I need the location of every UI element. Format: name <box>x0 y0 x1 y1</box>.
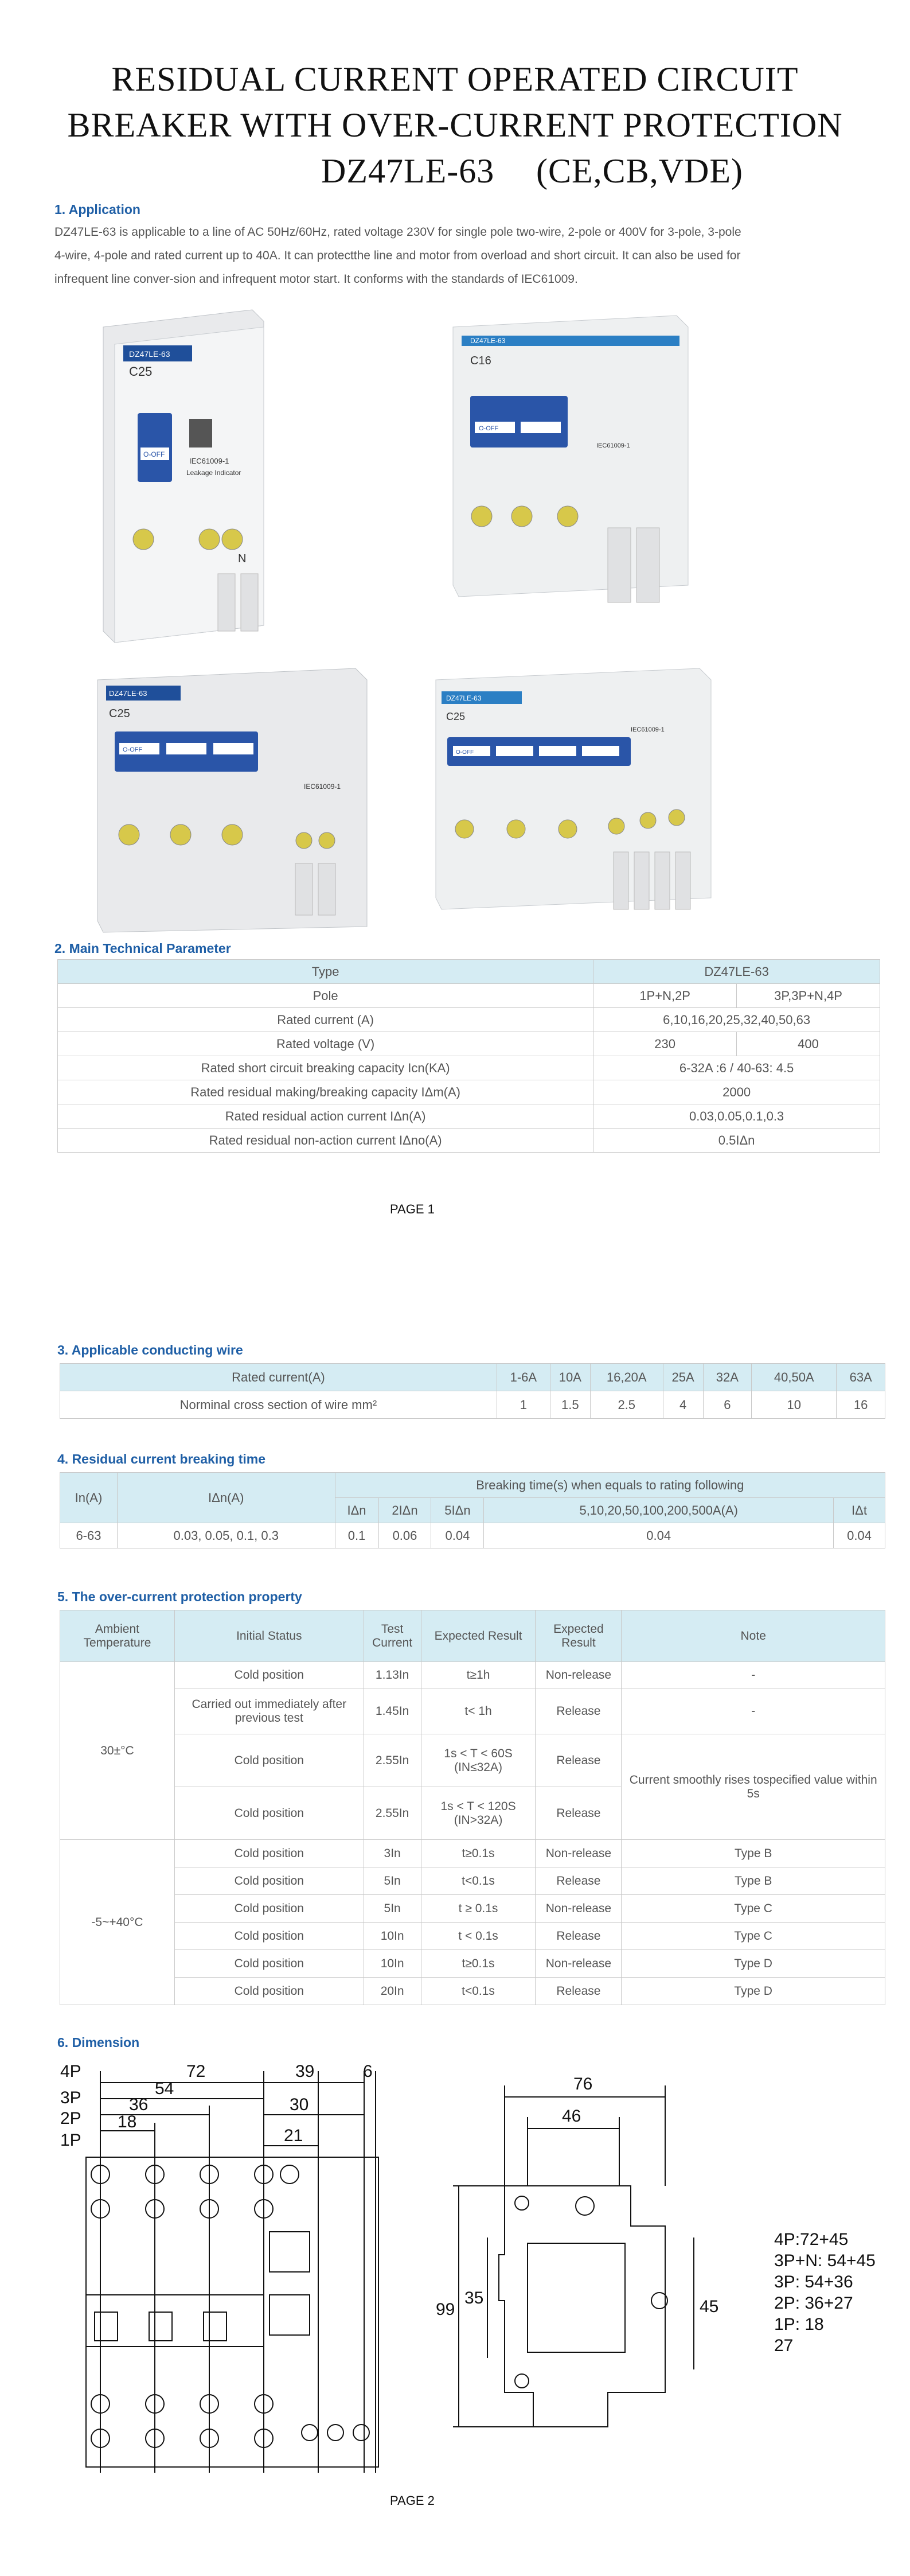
table-row <box>58 1129 880 1153</box>
cell: 0.03, 0.05, 0.1, 0.3 <box>117 1523 335 1548</box>
application-paragraph <box>54 220 880 291</box>
cell: Release <box>536 1688 622 1734</box>
dim-label-30: 30 <box>290 2095 309 2114</box>
cell: -5~+40°C <box>60 1840 175 2005</box>
cell: Expected Result <box>421 1610 536 1662</box>
dim-label-54: 54 <box>155 2079 174 2098</box>
cell: t<0.1s <box>421 1867 536 1895</box>
cell: 2.55In <box>364 1787 421 1840</box>
cell: t < 0.1s <box>421 1923 536 1950</box>
cell: Release <box>536 1867 622 1895</box>
cell: 0.5IΔn <box>593 1129 880 1153</box>
cell: IΔt <box>834 1498 885 1523</box>
cell: 2.5 <box>590 1391 663 1419</box>
photo3-brand: DZ47LE-63 <box>109 689 147 698</box>
cell: Test Current <box>364 1610 421 1662</box>
section-wire-heading: 3. Applicable conducting wire <box>57 1343 243 1357</box>
cell: Non-release <box>536 1895 622 1923</box>
table-row <box>60 1734 885 1787</box>
dim-label-3p: 3P <box>60 2088 81 2107</box>
cell: Cold position <box>174 1978 364 2005</box>
cell: 1s < T < 120S (IN>32A) <box>421 1787 536 1840</box>
cell: Non-release <box>536 1662 622 1688</box>
cell: 1 <box>497 1391 550 1419</box>
table-row <box>58 1056 880 1080</box>
dim-label-39: 39 <box>295 2062 315 2081</box>
dimension-drawing-side <box>436 2071 740 2473</box>
table-row <box>58 984 880 1008</box>
cell: Rated current(A) <box>60 1364 497 1391</box>
cell: t<0.1s <box>421 1978 536 2005</box>
cell: Release <box>536 1787 622 1840</box>
cell: Cold position <box>174 1662 364 1688</box>
cell: Rated short circuit breaking capacity Icn(KA) <box>58 1056 593 1080</box>
legend-line: 2P: 36+27 <box>774 2294 853 2313</box>
legend-line: 3P+N: 54+45 <box>774 2251 876 2270</box>
table-row <box>60 1610 885 1662</box>
cell: Cold position <box>174 1840 364 1867</box>
cell: Non-release <box>536 1950 622 1978</box>
table-row <box>60 1662 885 1688</box>
cell: 40,50A <box>752 1364 837 1391</box>
cell: Cold position <box>174 1787 364 1840</box>
table-row <box>58 1008 880 1032</box>
cell: Type C <box>622 1923 885 1950</box>
photo3-std: IEC61009-1 <box>304 783 341 791</box>
cell: Type B <box>622 1867 885 1895</box>
photo2-rating: C16 <box>470 355 491 367</box>
photo1-indicator: Leakage Indicator <box>186 469 241 477</box>
product-photo-4p-alt <box>424 657 745 927</box>
photo3-rating: C25 <box>109 707 130 720</box>
cell: Cold position <box>174 1867 364 1895</box>
product-photo-2p <box>80 304 333 648</box>
cell: 0.04 <box>431 1523 484 1548</box>
photo2-switch: O-OFF <box>479 425 499 432</box>
cell: Release <box>536 1734 622 1787</box>
product-photo-3p <box>436 310 740 631</box>
dimension-legend <box>774 2229 876 2356</box>
legend-line: 27 <box>774 2336 794 2355</box>
cell: Rated residual making/breaking capacity IΔm(A) <box>58 1080 593 1104</box>
cell: 6 <box>703 1391 752 1419</box>
cell: t≥0.1s <box>421 1950 536 1978</box>
certifications: (CE,CB,VDE) <box>536 152 743 190</box>
cell: Type D <box>622 1978 885 2005</box>
cell: Release <box>536 1978 622 2005</box>
cell: 1.13In <box>364 1662 421 1688</box>
cell: IΔn(A) <box>117 1473 335 1523</box>
dim-label-6: 6 <box>363 2062 373 2081</box>
cell: 0.04 <box>484 1523 834 1548</box>
overcurrent-table <box>60 1610 885 2005</box>
table-row <box>58 960 880 984</box>
table-row <box>58 1104 880 1129</box>
cell: Pole <box>58 984 593 1008</box>
cell: Ambient Temperature <box>60 1610 175 1662</box>
dim-label-18: 18 <box>118 2112 137 2131</box>
dim-label-45: 45 <box>700 2297 719 2316</box>
application-line: infrequent line conver-sion and infrequent motor start. It conforms with the standards of IEC61009. <box>54 273 578 286</box>
dim-label-35: 35 <box>464 2289 484 2307</box>
table-row <box>58 1032 880 1056</box>
residual-table <box>60 1472 885 1548</box>
cell: 16,20A <box>590 1364 663 1391</box>
cell: 1.45In <box>364 1688 421 1734</box>
photo1-rating: C25 <box>129 364 153 379</box>
cell: 10In <box>364 1950 421 1978</box>
section-application-heading: 1. Application <box>54 202 140 217</box>
cell: 5In <box>364 1867 421 1895</box>
photo4-brand: DZ47LE-63 <box>446 694 482 702</box>
cell: 25A <box>663 1364 703 1391</box>
cell: t< 1h <box>421 1688 536 1734</box>
dim-label-1p: 1P <box>60 2131 81 2150</box>
cell: 4 <box>663 1391 703 1419</box>
cell: 400 <box>737 1032 880 1056</box>
photo1-brand: DZ47LE-63 <box>129 349 170 359</box>
table-row <box>60 1391 885 1419</box>
table-row <box>58 1080 880 1104</box>
product-photo-4p <box>75 657 396 938</box>
section-residual-heading: 4. Residual current breaking time <box>57 1452 266 1466</box>
dim-label-46: 46 <box>562 2107 581 2126</box>
cell: 63A <box>837 1364 885 1391</box>
cell: - <box>622 1688 885 1734</box>
cell: 0.06 <box>378 1523 431 1548</box>
cell: Current smoothly rises tospecified value within 5s <box>622 1734 885 1840</box>
cell: 5,10,20,50,100,200,500A(A) <box>484 1498 834 1523</box>
dim-label-72: 72 <box>186 2062 206 2081</box>
table-row <box>60 1840 885 1867</box>
title-line-2: BREAKER WITH OVER-CURRENT PROTECTION <box>67 106 843 144</box>
cell: Type D <box>622 1950 885 1978</box>
cell: Type <box>58 960 593 984</box>
cell: 1-6A <box>497 1364 550 1391</box>
cell: 1s < T < 60S (IN≤32A) <box>421 1734 536 1787</box>
table-row <box>60 1688 885 1734</box>
cell: 0.04 <box>834 1523 885 1548</box>
cell: 10 <box>752 1391 837 1419</box>
photo3-switch: O-OFF <box>123 746 143 753</box>
application-line: 4-wire, 4-pole and rated current up to 40A. It can protectthe line and motor from overload and short circuit. It can also be used for <box>54 249 741 262</box>
photo4-rating: C25 <box>446 711 466 722</box>
cell: 6-63 <box>60 1523 118 1548</box>
cell: 2.55In <box>364 1734 421 1787</box>
cell: - <box>622 1662 885 1688</box>
cell: Cold position <box>174 1895 364 1923</box>
cell: Release <box>536 1923 622 1950</box>
photo4-switch: O-OFF <box>456 749 474 756</box>
cell: t ≥ 0.1s <box>421 1895 536 1923</box>
photo4-std: IEC61009-1 <box>631 726 665 733</box>
cell: Initial Status <box>174 1610 364 1662</box>
cell: 5IΔn <box>431 1498 484 1523</box>
table-row <box>60 1523 885 1548</box>
cell: Norminal cross section of wire mm² <box>60 1391 497 1419</box>
section-overcurrent-heading: 5. The over-current protection property <box>57 1589 302 1604</box>
cell: 0.1 <box>335 1523 378 1548</box>
photo2-brand: DZ47LE-63 <box>470 337 506 345</box>
table-row <box>60 1950 885 1978</box>
cell: 6,10,16,20,25,32,40,50,63 <box>593 1008 880 1032</box>
table-row <box>60 1867 885 1895</box>
cell: 2IΔn <box>378 1498 431 1523</box>
cell: Cold position <box>174 1734 364 1787</box>
table-row <box>60 1473 885 1498</box>
cell: t≥0.1s <box>421 1840 536 1867</box>
dim-label-99: 99 <box>436 2300 455 2319</box>
cell: 230 <box>593 1032 737 1056</box>
cell: Type B <box>622 1840 885 1867</box>
cell: Rated voltage (V) <box>58 1032 593 1056</box>
cell: Breaking time(s) when equals to rating following <box>335 1473 885 1498</box>
cell: 16 <box>837 1391 885 1419</box>
cell: 30±°C <box>60 1662 175 1840</box>
cell: Note <box>622 1610 885 1662</box>
section-dimension-heading: 6. Dimension <box>57 2035 140 2050</box>
cell: Cold position <box>174 1950 364 1978</box>
dim-label-36: 36 <box>129 2095 149 2114</box>
cell: IΔn <box>335 1498 378 1523</box>
dimension-drawing-front <box>54 2060 410 2478</box>
table-row <box>60 1923 885 1950</box>
photo1-switch: O-OFF <box>143 450 165 458</box>
photo2-std: IEC61009-1 <box>596 442 630 449</box>
cell: 2000 <box>593 1080 880 1104</box>
cell: Rated current (A) <box>58 1008 593 1032</box>
cell: Cold position <box>174 1923 364 1950</box>
section-main-params-heading: 2. Main Technical Parameter <box>54 941 231 956</box>
cell: 20In <box>364 1978 421 2005</box>
dim-label-76: 76 <box>573 2075 593 2094</box>
page-number-1: PAGE 1 <box>390 1202 435 1216</box>
application-line: DZ47LE-63 is applicable to a line of AC 50Hz/60Hz, rated voltage 230V for single pole two-wire, 2-pole or 400V for 3-pole, 3-pole <box>54 225 741 239</box>
cell: 0.03,0.05,0.1,0.3 <box>593 1104 880 1129</box>
cell: Non-release <box>536 1840 622 1867</box>
cell: Rated residual non-action current IΔno(A) <box>58 1129 593 1153</box>
table-row <box>60 1895 885 1923</box>
wire-table <box>60 1363 885 1419</box>
cell: Rated residual action current IΔn(A) <box>58 1104 593 1129</box>
cell: Type C <box>622 1895 885 1923</box>
photo1-std: IEC61009-1 <box>189 457 229 465</box>
cell: 1.5 <box>550 1391 590 1419</box>
main-params-table <box>57 959 880 1153</box>
dim-label-2p: 2P <box>60 2109 81 2128</box>
cell: 6-32A :6 / 40-63: 4.5 <box>593 1056 880 1080</box>
legend-line: 1P: 18 <box>774 2315 824 2334</box>
cell: t≥1h <box>421 1662 536 1688</box>
cell: 32A <box>703 1364 752 1391</box>
table-row <box>60 1364 885 1391</box>
model-name: DZ47LE-63 <box>321 152 495 190</box>
legend-line: 4P:72+45 <box>774 2230 849 2249</box>
table-row <box>60 1978 885 2005</box>
cell: In(A) <box>60 1473 118 1523</box>
photo1-neutral: N <box>238 552 247 565</box>
page-number-2: PAGE 2 <box>390 2493 435 2508</box>
cell: DZ47LE-63 <box>593 960 880 984</box>
cell: 1P+N,2P <box>593 984 737 1008</box>
cell: 5In <box>364 1895 421 1923</box>
cell: 3P,3P+N,4P <box>737 984 880 1008</box>
cell: 10In <box>364 1923 421 1950</box>
legend-line: 3P: 54+36 <box>774 2273 853 2291</box>
title-line-1: RESIDUAL CURRENT OPERATED CIRCUIT <box>111 60 799 98</box>
dim-label-21: 21 <box>284 2126 303 2145</box>
cell: 3In <box>364 1840 421 1867</box>
cell: 10A <box>550 1364 590 1391</box>
dim-label-4p: 4P <box>60 2062 81 2081</box>
cell: Carried out immediately after previous test <box>174 1688 364 1734</box>
cell: Expected Result <box>536 1610 622 1662</box>
